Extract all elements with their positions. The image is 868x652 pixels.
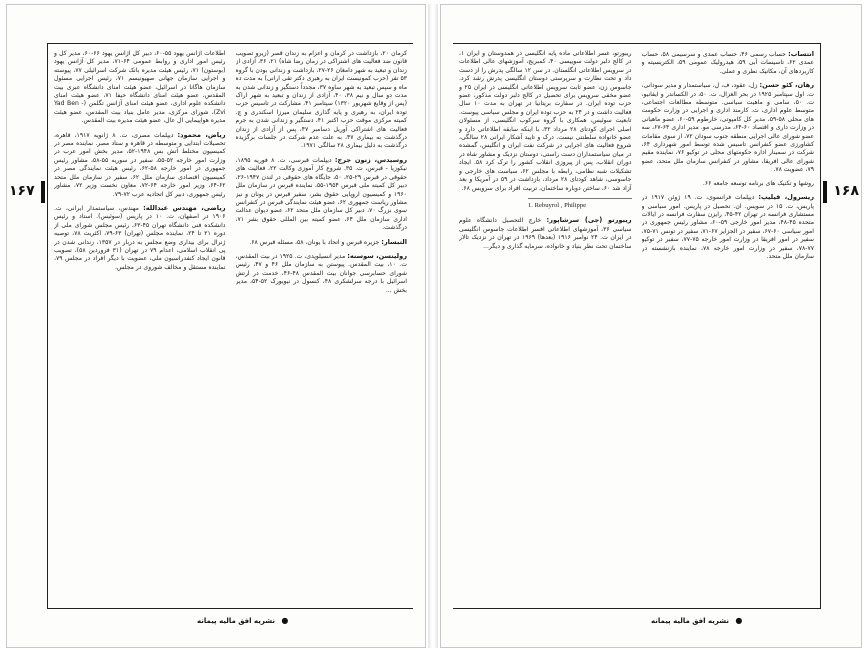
biography-entry bbox=[54, 204, 226, 272]
page-footer bbox=[651, 616, 742, 625]
text-frame bbox=[453, 43, 821, 609]
entry-body: ریبورتو، غسر اطلاعاتی ماده پایه انگلیسی در همدوستان و ایران ۱، در کالج دلبر دولت سوییسی ۴۰، کمبریج، آموزشهای عالی اطلاعات در سرویس اطلاعاتی انگلستان. در سن ۱۲ سالگی پدرش را از دست داد و تحت نظارت و سرپرستی دوستان انگلیسی پدرش رشد کرد. جاسوس زن، عضو ثابت سرویس اطلاعاتی انگلیسی در ایران ۲۵ و عضو مخفی سرویس برای تحصیل در کالج دلبر دولت مذکور، عضو حزب توده ایران. در سفارت بریتانیا در تهران به مدت ۱۰ سال فعالیت داشت و در ۲۴ به حزب توده ایران و مجلس سیاسی پیوست. تابعیت سوئیس، همکاری با گروه سرکوب انگلیسی، از مسئولان اصلی اجرای کودتای ۲۸ مرداد ۳۲، با اینکه سابقه اطلاعاتی دارد و عضو خانواده سلطنتی نیست. درک و تایید آشکار ایرانی ۲۸ سالگی، شروع فعالیت های اجرایی در شرکت نفت ایران و انگلیس، گمشده در میان سیاستمداران دست راستی، دوستان نزدیک و مشاور شاه در دوران انقلاب، پس از پیروزی انقلاب کشور را ترک کرد ۵۸. ایجاد تشکیلات شبه نظامی، رابطه با مجلس ۶۲، سیاست های خارجی و جاسوسی، شاهد کودتای ۲۸ مرداد، بازداشت در ۵۹ در آمریکا و بعد آزاد شد ۶۰، ساختن دوباره ساختمان، تربیت افراد برای سرویس ۶۸. bbox=[459, 50, 632, 192]
biography-entry bbox=[642, 81, 815, 174]
biography-entry bbox=[459, 50, 632, 193]
entry-heading: ریسرول، فیلیپ: bbox=[758, 193, 814, 202]
biography-entry bbox=[54, 131, 226, 199]
biography-entry bbox=[642, 193, 815, 261]
entry-heading: ریبورتو (جی) سرشاپور: bbox=[546, 216, 632, 225]
entry-body: زل، عقود، ف، ل، سیاستمدار و مدیر سودانی، ت. اول سپتامبر ۱۹۲۵ در بحر الغزال، ت. ۵۰، در الکساندر و ایفانیو، ت. ۵۰، سامی و ماهیت سیاسی. متوسطه مطالعات اجتماعی، متوسط علوم اداری، ث. کارمند اداری و اجرایی در وزارت حکومت های محلی ۵۸-۵۹، مدیر کل کامپوتی، خارطوم ۵۹-۶۰، عضو ماهیانی در وزارت داری و اقتصاد ۶۰-۶۴، مدرسی مو. مدیر اداری ۶۴-۶۷، سه عضو شورای عالی اجرایی منطقه جنوب سودان ۷۲، از سوی مقامات کشاورزی عضو کنفرانس تاسیس شده توسط امور شهرداری ۶۴، شرکت در سمینار اداره حکومتهای محلی در توکیو ۷۶، نماینده مقیم شورای عالی افریقا، مشاور در کنفرانس سازمان ملل متحد، عضو ۷۹، عضویت ۷۸. bbox=[641, 82, 814, 174]
entry-heading: رهان، کئو حسن: bbox=[759, 81, 814, 90]
biography-entry bbox=[236, 238, 408, 247]
footer-bullet-icon: ● bbox=[735, 616, 743, 625]
left-page bbox=[6, 4, 426, 648]
entry-body: اطلاعات آژانس یهود ۵۵-۶۰، دبیر کل آژانس یهود ۶۶-۶۰، مدیر کل و رئیس امور اداری و روابط عمومی ۶۴-۷۱، مدیر کل آژانس یهود (بوستون) ۷۱، رئیس هیئت مدیره بانک شرکت اسرائیلی ۷۷، پیوسته و اجرایی سازمان جهانی صهیونیسم ۷۱، رئیس اجرایی مسئول سازمان هاگانا در اسرائیل، عضو هیئت امنای دانشگاه عبری بیت المقدس، عضو هیئت امنای دانشگاه حیفا ۷۱، عضو هیئت امنای دانشکده علوم اداری، عضو هیئت امنای آژانس تگلمن (Yad Ben - Zvi)، شورای مرکزی، مدیر عامل بنیاد بیت المقدس، عضو هیئت مدیره هواپیمایی ال عال، عضو هیئت مدیره بیت المقدس. bbox=[54, 50, 226, 125]
page-footer bbox=[197, 616, 288, 625]
entry-body: مدیر انسیلوپدی، ت. ۱۹۲۵ در بیت المقدس، ت. ۱۰، بیت المقدس. پیوستن به سازمان ملل ۴۶ و ۴۷، رئیس شورای حسابرسی جوانان بیت المقدس ۴۸-۴۶، خدمت در ارتش اسرائیل با درجه سرلشکری ۴۸، کنسول در نیویورک ۵۲-۵۴، مدیر بخش ... bbox=[235, 252, 407, 294]
page-number-bar bbox=[823, 181, 827, 203]
entry-heading: انتساب: bbox=[788, 50, 814, 58]
footnote: 1. Rebuyrol , Philippe bbox=[528, 198, 632, 210]
entry-body: دیپلمات فرانسوی، ت. ۱۹ ژوئن ۱۹۱۷ در پاریس، ت. ۱۵ در سویس. ان. تحصیل در پاریس. امور سیاسی و مستشاری فرانسه در تهران ۴۲-۴۵، رایزن سفارت فرانسه در ایالات متحده ۴۵-۴۸، مدیر امور خارجی ۵۹-۶۰، مشاور رئیس جمهوری در امور سیاسی ۶۰-۶۷، سفیر در الجزایر ۶۷-۷۱، سفیر در تونس ۷۱-۷۵، سفیر در امور افریقا در وزارت امور خارجه ۷۵-۷۷، سفیر در توکیو ۷۷-۷۸، سفیر در وزارت امور خارجه ۷۸، نماینده بازنشسته در سازمان ملل متحد. bbox=[641, 194, 814, 260]
biography-entry bbox=[54, 50, 226, 126]
column-right bbox=[642, 50, 815, 604]
biography-entry bbox=[236, 252, 408, 295]
footer-text: نشریه افق مالیه پیمانه bbox=[651, 617, 729, 625]
column-left bbox=[459, 50, 632, 604]
text-columns bbox=[54, 50, 407, 604]
entry-body: دیپلمات مصری، ت. ۸ ژانویه ۱۹۱۷، قاهره، تحصیلات ابتدایی و متوسطه در قاهره و ستاد مصر. نماینده مصر در کمیسیون مختلط آتش بس ۱۹۴۸-۵۲، مدیر بخش امور عرب در وزارت امور خارجه ۵۲-۵۵، سفیر در سوریه ۵۵-۵۸، مشاور رئیس جمهوری در امور خارجه ۵۸-۶۲، رئیس هیئت نمایندگی مصر در کمیسیون اقتصادی سازمان ملل ۶۲، سفیر در سازمان ملل متحد ۶۲-۶۴، وزیر امور خارجه ۶۴-۷۲، معاون نخست وزیر ۷۲، مشاور رئیس جمهوری، دبیر کل اتحادیه عرب ۷۲-۷۹. bbox=[54, 131, 226, 198]
entry-body: کرمان ۲۰، بازداشت در کرمان و اعزام به زندان قصر (زیرو تصویب قانون ضد فعالیت های اشتراکی در زمان رضا شاه) ۲۱، ۳۶، آزادی از زندان و تبعید به شهر دامغان ۲۶-۲۷، بازداشت و زندانی بودن با گروه ۵۳ نفر (حزب کمونیست ایران به رهبری دکتر تقی ارانی) به مدت ده ماه و سپس تبعید به شهر ساوه ۳۷، مجدداً دستگیر و زندانی شدن به مدت دو سال و نیم ۳۸، ۴۰، آزادی از زندان و تبعید به شهر اراک (پس از وقایع شهریور ۱۳۲۰) سپتامبر ۴۱، مشارکت در تاسیس حزب توده ایران، به رهبری و پایه گذاری سلیمان میرزا اسکندری و چ. کمیته مرکزی موقت حزب اکتبر ۴۱، دستگیر و زندانی شدن به جرم فعالیت های اشتراکی آوریل دسامبر ۴۷، پس از آزادی از زندان درگذشت به بیماری ۴۷، به علت عدم شرکت در جلسات برگزیده درگذشت به دلیل بیماری ۲۸ سالگی ۱۹۷۱. bbox=[235, 50, 407, 150]
biography-entry bbox=[236, 156, 408, 233]
entry-body: دیپلمات قبرسی، ت. ۸ فوریه ۱۸۹۵، نیکوزیا - قبرس، ت. ۳۵. شروع کار آموزی وکالت ۲۲، فعالیت های حقوقی در قبرس ۲۹-۲۵، ۵۰، جایگاه های حقوقی در لندن ۱۹۴۷-۲۶، دبیر کل کمیته ملی قبرس ۱۹۵۴-۵۵، نماینده قبرس در سازمان ملل ۱۹۶۰ و کمیسیون اروپایی حقوق بشر، سفیر قبرس در یونان و نیز مشاور ریاست جمهوری ۶۲، عضو هیئت نمایندگی قبرس در کنفرانس سوی بزرگ ۷۰، دبیر کل سازمان ملل متحد ۶۲، عضو دیوان عدالت اداری سازمان ملل ۶۴، عضو کمیته بین المللی حقوق بشر ۷۱، درگذشت. bbox=[235, 156, 407, 232]
page-number: ۱۶۸ bbox=[833, 183, 859, 199]
footer-text: نشریه افق مالیه پیمانه bbox=[197, 617, 275, 625]
page-number-bar bbox=[41, 181, 45, 203]
column-right bbox=[236, 50, 408, 604]
right-page bbox=[440, 4, 862, 648]
entry-body: روشها و تکنیک های برنامه توسعه جامعه ۶۶. bbox=[702, 179, 814, 187]
entry-body: جزیره قبرس و اتحاد با یونان، ۵۸، مسئله قبرس ۶۸. bbox=[249, 238, 380, 246]
biography-entry bbox=[236, 50, 408, 151]
entry-heading: ریاض، محمود: bbox=[177, 130, 226, 139]
entry-heading: روسیدس، زنون جرج: bbox=[334, 155, 407, 164]
entry-body: خارج التحصیل دانشگاه علوم سیاسی ۳۶، آموزشهای اطلاعاتی افسر اطلاعات جاسوس انگلیسی در ایران ت. ۲۴ نوامبر ۱۹۱۶ (بعدها) ۱۹۶۹ در تهران در نزدیک تالار ساختمان تحت نظر بنیاد و خانواده، سرمایه گذاری و دیگر... bbox=[459, 217, 632, 250]
biography-entry bbox=[642, 50, 815, 76]
book-gutter bbox=[428, 4, 438, 648]
entry-heading: ریاضی، مهندس عبدالله: bbox=[143, 203, 226, 212]
page-number: ۱۶۷ bbox=[9, 183, 35, 199]
entry-heading: التبسار: bbox=[381, 237, 407, 246]
column-left bbox=[54, 50, 226, 604]
text-frame bbox=[47, 43, 413, 609]
text-columns bbox=[459, 50, 814, 604]
footer-bullet-icon: ● bbox=[281, 616, 289, 625]
entry-body: حساب رسمی ۴۶، حساب عمدی و سرسیمی ۵۸، حساب عمدی ۶۲، تاسیسات آبی ۵۹، هیدرولیک عمومی ۵۹، الکتریسیته و کاربردهای آن، مکانیک نظری و عملی. bbox=[641, 51, 814, 75]
entry-heading: رولینسن، سوسنه: bbox=[347, 251, 407, 260]
biography-entry bbox=[642, 180, 815, 188]
entry-body: مهندس، سیاستمدار ایرانی، ت. ۱۹۰۶ در اصفهان، ت. ۱۰ در پاریس (سوئیس). استاد و رئیس دانشکده فنی دانشگاه تهران ۴۵-۶۳، رئیس مجلس شورای ملی از دوره ۲۱ تا ۲۴، نماینده مجلس (تهران) ۶۳-۷۹، اکثریت ۷۸، توصیه ژنرال برای بیداری وضع مجلس به دربار در ۱۳۵۷، زندانی شدن در پی انقلاب اسلامی، اعدام ۷۹ در تهران (۳۱ فروردین ۵۸)، تصویب قانون ایجاد کنفدراسیون ملی، عضویت با دیگر افراد در مجلس ۷۹، نماینده مستقل و مخالف شوروی در مجلس. bbox=[54, 204, 226, 271]
biography-entry bbox=[459, 216, 632, 251]
